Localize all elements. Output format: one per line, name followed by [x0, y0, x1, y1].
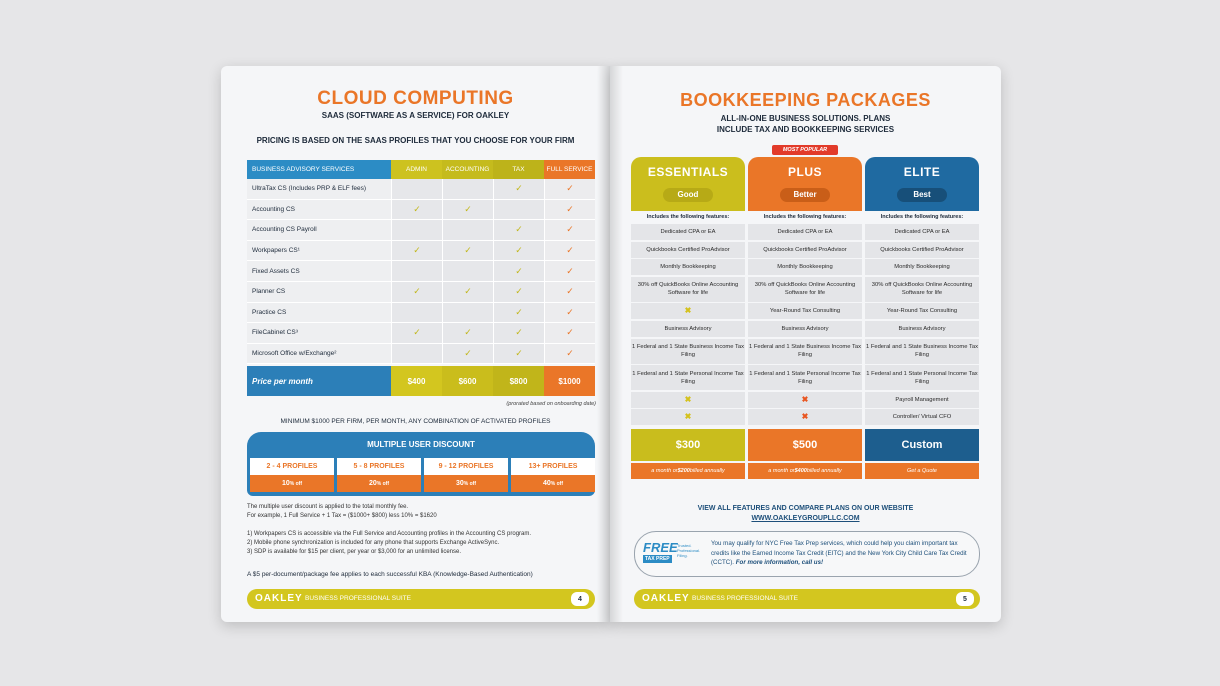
plan-feature: Monthly Bookkeeping	[748, 259, 862, 275]
service-name: FileCabinet CS³	[247, 323, 391, 343]
header-full-service: FULL SERVICE	[544, 160, 595, 179]
check-icon: ✓	[493, 282, 544, 302]
check-icon: ✓	[391, 241, 442, 261]
check-icon: ✓	[391, 323, 442, 343]
plan-feature: Monthly Bookkeeping	[631, 259, 745, 275]
page-5	[610, 66, 1001, 622]
check-icon: ✓	[493, 344, 544, 364]
plan-feature: 1 Federal and 1 State Personal Income Tax Filing	[631, 365, 745, 390]
table-row	[247, 241, 595, 262]
plan-feature: Quickbooks Certified ProAdvisor	[631, 242, 745, 258]
empty-cell	[391, 179, 442, 199]
header-tax: TAX	[493, 160, 544, 179]
discount-tier: 5 - 8 PROFILES 20 % off	[337, 458, 421, 492]
check-icon: ✓	[544, 261, 595, 281]
footer-suite: BUSINESS PROFESSIONAL SUITE	[692, 595, 798, 602]
check-icon: ✓	[493, 179, 544, 199]
table-row	[247, 220, 595, 241]
plan-feature: 30% off QuickBooks Online Accounting Software for life	[631, 277, 745, 302]
table-row	[247, 261, 595, 282]
footer-suite: BUSINESS PROFESSIONAL SUITE	[305, 595, 411, 602]
price-admin: $400	[391, 366, 442, 396]
check-icon: ✓	[493, 323, 544, 343]
check-icon: ✓	[544, 220, 595, 240]
footer-logo: OAKLEY	[642, 593, 690, 604]
plan-feature: 1 Federal and 1 State Personal Income Tax Filing	[748, 365, 862, 390]
plan-billing[interactable]: Get a Quote	[865, 463, 979, 479]
service-name: Accounting CS Payroll	[247, 220, 391, 240]
empty-cell	[391, 344, 442, 364]
price-label: Price per month	[247, 366, 391, 396]
empty-cell	[493, 200, 544, 220]
service-name: Workpapers CS¹	[247, 241, 391, 261]
empty-cell	[442, 261, 493, 281]
check-icon: ✓	[493, 303, 544, 323]
plan-feature: Business Advisory	[631, 321, 745, 337]
plan-price: Custom	[865, 429, 979, 461]
plan-billing: a month or $200 billed annually	[631, 463, 745, 479]
header-admin: ADMIN	[391, 160, 442, 179]
discount-title: MULTIPLE USER DISCOUNT	[367, 440, 475, 449]
check-icon: ✓	[544, 241, 595, 261]
discount-note-2: For example, 1 Full Service + 1 Tax = ($1000+ $800) less 10% = $1620	[247, 513, 437, 519]
pricing-heading: PRICING IS BASED ON THE SAAS PROFILES THAT YOU CHOOSE FOR YOUR FIRM	[256, 136, 575, 145]
price-tax: $800	[493, 366, 544, 396]
plan-header	[631, 157, 745, 211]
service-name: Planner CS	[247, 282, 391, 302]
check-icon: ✓	[544, 282, 595, 302]
discount-tier: 2 - 4 PROFILES 10 % off	[250, 458, 334, 492]
check-icon: ✓	[544, 344, 595, 364]
header-accounting: ACCOUNTING	[442, 160, 493, 179]
plan-plus	[748, 157, 862, 479]
plan-name: ELITE	[903, 165, 941, 179]
plan-billing: a month or $400 billed annually	[748, 463, 862, 479]
plan-feature: 1 Federal and 1 State Personal Income Tax Filing	[865, 365, 979, 390]
page-footer	[247, 589, 595, 609]
check-icon: ✓	[442, 241, 493, 261]
page-subtitle: ALL-IN-ONE BUSINESS SOLUTIONS. PLANS INCLUDE TAX AND BOOKKEEPING SERVICES	[716, 114, 895, 134]
footnote-1: 1) Workpapers CS is accessible via the Full Service and Accounting profiles in the Accounting CS program.	[247, 531, 532, 537]
table-header	[247, 160, 595, 179]
plan-feature: 30% off QuickBooks Online Accounting Software for life	[865, 277, 979, 302]
not-included-icon: ✖	[748, 409, 862, 425]
nyc-free-tax-prep-box	[634, 531, 980, 577]
page-title: BOOKKEEPING PACKAGES	[680, 90, 931, 110]
plan-feature: Dedicated CPA or EA	[631, 224, 745, 240]
not-included-icon: ✖	[631, 392, 745, 408]
table-row	[247, 323, 595, 344]
service-name: UltraTax CS (Includes PRP & ELF fees)	[247, 179, 391, 199]
plan-feature: Business Advisory	[748, 321, 862, 337]
table-row	[247, 303, 595, 324]
plan-tier: Best	[897, 188, 947, 202]
plan-feature: Payroll Management	[865, 392, 979, 408]
plan-feature: Dedicated CPA or EA	[748, 224, 862, 240]
empty-cell	[442, 179, 493, 199]
check-icon: ✓	[544, 323, 595, 343]
footer-logo: OAKLEY	[255, 593, 303, 604]
view-all-note: VIEW ALL FEATURES AND COMPARE PLANS ON OUR WEBSITE WWW.OAKLEYGROUPLLC.COM	[610, 504, 1001, 524]
nyc-free-tax-prep-logo: FREE TAX PREP Trusted. Professional. Filing.	[643, 540, 701, 562]
page-title: CLOUD COMPUTING	[317, 88, 514, 109]
page-4	[221, 66, 610, 622]
plan-feature: 1 Federal and 1 State Business Income Tax Filing	[865, 339, 979, 364]
plan-price: $500	[748, 429, 862, 461]
service-name: Fixed Assets CS	[247, 261, 391, 281]
check-icon: ✓	[544, 179, 595, 199]
check-icon: ✓	[442, 323, 493, 343]
check-icon: ✓	[442, 200, 493, 220]
plan-feature: 1 Federal and 1 State Business Income Tax Filing	[748, 339, 862, 364]
saas-pricing-table	[247, 160, 595, 396]
check-icon: ✓	[493, 241, 544, 261]
page-number: 5	[956, 592, 974, 606]
check-icon: ✓	[493, 220, 544, 240]
prorated-note: (prorated based on onboarding date)	[506, 401, 596, 407]
plan-essentials	[631, 157, 745, 479]
check-icon: ✓	[391, 282, 442, 302]
empty-cell	[391, 261, 442, 281]
price-accounting: $600	[442, 366, 493, 396]
discount-tier: 9 - 12 PROFILES 30 % off	[424, 458, 508, 492]
empty-cell	[442, 303, 493, 323]
discount-note-1: The multiple user discount is applied to the total monthly fee.	[247, 504, 409, 510]
most-popular-badge: MOST POPULAR	[772, 145, 838, 155]
page-number: 4	[571, 592, 589, 606]
page-footer	[634, 589, 980, 609]
check-icon: ✓	[442, 344, 493, 364]
discount-tier: 13+ PROFILES 40 % off	[511, 458, 595, 492]
table-row	[247, 200, 595, 221]
includes-label: Includes the following features:	[748, 211, 862, 224]
page-subtitle: SAAS (SOFTWARE AS A SERVICE) FOR OAKLEY	[321, 111, 510, 120]
plan-feature: 1 Federal and 1 State Business Income Tax Filing	[631, 339, 745, 364]
includes-label: Includes the following features:	[865, 211, 979, 224]
footnote-3: 3) SDP is available for $15 per client, per year or $3,000 for an unlimited license.	[247, 549, 462, 555]
plan-feature: Dedicated CPA or EA	[865, 224, 979, 240]
not-included-icon: ✖	[748, 392, 862, 408]
kba-note: A $5 per-document/package fee applies to each successful KBA (Knowledge-Based Authentication)	[247, 571, 533, 578]
plan-feature: Year-Round Tax Consulting	[865, 303, 979, 319]
website-link[interactable]: WWW.OAKLEYGROUPLLC.COM	[751, 515, 860, 522]
plan-name: ESSENTIALS	[647, 165, 729, 179]
check-icon: ✓	[391, 200, 442, 220]
check-icon: ✓	[493, 261, 544, 281]
check-icon: ✓	[544, 200, 595, 220]
plan-feature: Business Advisory	[865, 321, 979, 337]
plan-feature: Controller/ Virtual CFO	[865, 409, 979, 425]
plan-tier: Better	[780, 188, 830, 202]
nyc-text: You may qualify for NYC Free Tax Prep services, which could help you claim important tax credits like the Earned Income Tax Credit (EITC) and the New York City Child Care Tax Credit (CCTC). For more information, call us!	[711, 540, 967, 566]
empty-cell	[391, 303, 442, 323]
not-included-icon: ✖	[631, 303, 745, 319]
service-name: Practice CS	[247, 303, 391, 323]
service-name: Microsoft Office w/Exchange²	[247, 344, 391, 364]
minimum-note: MINIMUM $1000 PER FIRM, PER MONTH, ANY COMBINATION OF ACTIVATED PROFILES	[280, 418, 551, 425]
plan-header	[865, 157, 979, 211]
table-row	[247, 344, 595, 365]
plan-feature: Year-Round Tax Consulting	[748, 303, 862, 319]
plan-elite	[865, 157, 979, 479]
plan-feature: Quickbooks Certified ProAdvisor	[865, 242, 979, 258]
empty-cell	[391, 220, 442, 240]
plan-price: $300	[631, 429, 745, 461]
plan-header	[748, 157, 862, 211]
table-row	[247, 282, 595, 303]
multiple-user-discount	[247, 432, 595, 496]
includes-label: Includes the following features:	[631, 211, 745, 224]
price-row	[247, 366, 595, 396]
check-icon: ✓	[442, 282, 493, 302]
plan-name: PLUS	[787, 165, 822, 179]
header-services: BUSINESS ADVISORY SERVICES	[247, 160, 391, 179]
not-included-icon: ✖	[631, 409, 745, 425]
service-name: Accounting CS	[247, 200, 391, 220]
check-icon: ✓	[544, 303, 595, 323]
plan-feature: Monthly Bookkeeping	[865, 259, 979, 275]
plan-tier: Good	[663, 188, 713, 202]
table-row	[247, 179, 595, 200]
plan-feature: 30% off QuickBooks Online Accounting Software for life	[748, 277, 862, 302]
footnote-2: 2) Mobile phone synchronization is included for any phone that supports Exchange ActiveSync.	[247, 540, 500, 546]
empty-cell	[442, 220, 493, 240]
price-full-service: $1000	[544, 366, 595, 396]
plan-feature: Quickbooks Certified ProAdvisor	[748, 242, 862, 258]
table-body	[247, 179, 595, 364]
